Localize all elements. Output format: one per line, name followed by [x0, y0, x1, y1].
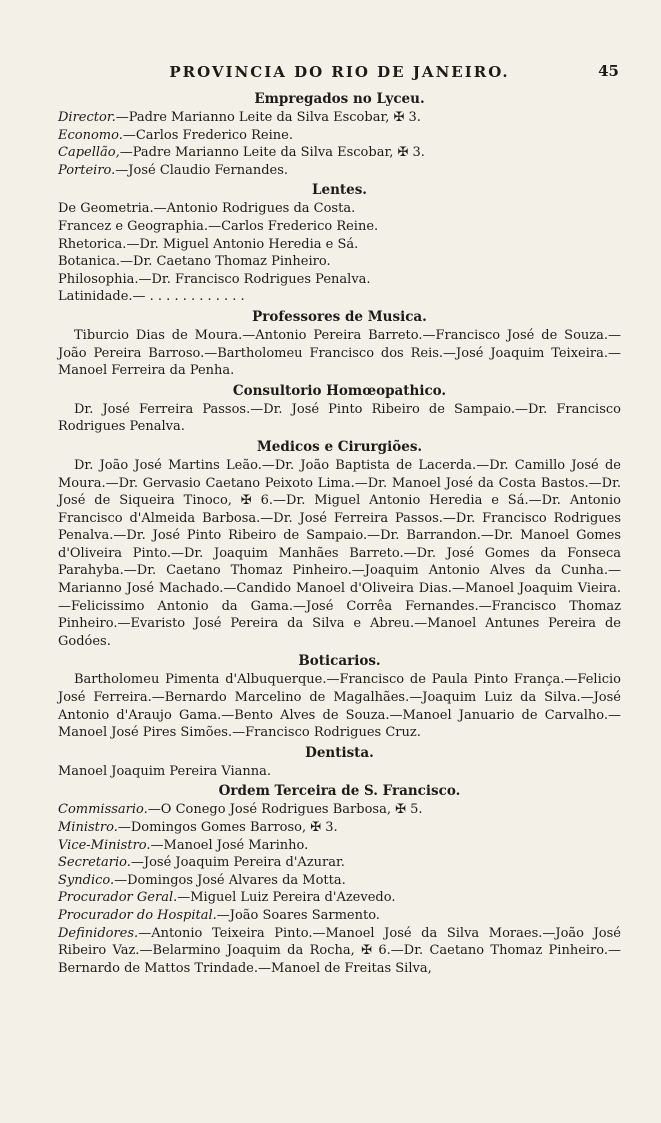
- role-label: Syndico.: [58, 872, 115, 888]
- role-label: Commissario.: [58, 802, 148, 818]
- musica-paragraph: Tiburcio Dias de Moura.—Antonio Pereira Barreto.—Francisco José de Souza.—João Pereira Barroso.—Bartholomeu Francisco dos Reis.—José Joaquim Teixeira.—Manoel Ferreira da Penha.: [58, 327, 621, 379]
- entry-text: —João Soares Sarmento.: [216, 907, 380, 923]
- ordem-line: [58, 872, 621, 890]
- dentista-line: Manoel Joaquim Pereira Vianna.: [58, 763, 272, 779]
- section-title-boticarios: Boticarios.: [298, 653, 381, 670]
- role-label: Definidores.: [58, 925, 139, 941]
- page-header: [58, 62, 621, 88]
- role-label: Capellão,: [58, 145, 120, 161]
- entry-text: —Domingos José Alvares da Motta.: [114, 872, 346, 888]
- page-title: PROVINCIA DO RIO DE JANEIRO.: [169, 63, 510, 81]
- lyceu-line: [58, 144, 621, 162]
- section-title-medicos: Medicos e Cirurgiões.: [256, 438, 423, 455]
- section-title-lyceu: Empregados no Lyceu.: [254, 91, 425, 107]
- section-title-ordem: Ordem Terceira de S. Francisco.: [218, 783, 461, 800]
- consultorio-paragraph: Dr. José Ferreira Passos.—Dr. José Pinto Ribeiro de Sampaio.—Dr. Francisco Rodrigues Penalva.: [58, 401, 621, 435]
- entry-text: —José Joaquim Pereira d'Azurar.: [130, 855, 345, 871]
- section-title-consultorio: Consultorio Homœopathico.: [232, 382, 447, 399]
- ordem-line: [58, 854, 621, 872]
- boticarios-paragraph: Bartholomeu Pimenta d'Albuquerque.—Francisco de Paula Pinto França.—Felicio José Ferreira.—Bernardo Marcelino de Magalhães.—Joaquim Luiz da Silva.—José Antonio d'Araujo Gama.—Bento Alves de Souza.—Manoel Januario de Carvalho.—Manoel José Pires Simões.—Francisco Rodrigues Cruz.: [58, 672, 621, 741]
- entry-text: —Carlos Frederico Reine.: [122, 127, 293, 143]
- role-label: Director.: [58, 110, 116, 125]
- role-label: Procurador do Hospital.: [58, 907, 217, 923]
- lentes-line: Rhetorica.—Dr. Miguel Antonio Heredia e Sá.: [58, 236, 359, 252]
- lentes-line: Latinidade.— . . . . . . . . . . . .: [58, 289, 245, 305]
- lyceu-line: [58, 109, 621, 127]
- lyceu-line: [58, 162, 621, 180]
- ordem-line: [58, 837, 621, 855]
- lentes-line: De Geometria.—Antonio Rodrigues da Costa.: [58, 201, 356, 217]
- ordem-line: [58, 889, 621, 907]
- entry-text: —O Conego José Rodrigues Barbosa, ✠ 5.: [147, 802, 423, 818]
- lentes-line: Philosophia.—Dr. Francisco Rodrigues Penalva.: [58, 271, 371, 287]
- ordem-line: [58, 819, 621, 837]
- medicos-paragraph: Dr. João José Martins Leão.—Dr. João Baptista de Lacerda.—Dr. Camillo José de Moura.—Dr. Gervasio Caetano Peixoto Lima.—Dr. Manoel José da Costa Bastos.—Dr. José de Siqueira Tinoco, ✠ 6.—Dr. Miguel Antonio Heredia e Sá.—Dr. Antonio Francisco d'Almeida Barbosa.—Dr. José Ferreira Passos.—Dr. Francisco Rodrigues Penalva.—Dr. José Pinto Ribeiro de Sampaio.—Dr. Barrandon.—Dr. Manoel Gomes d'Oliveira Pinto.—Dr. Joaquim Manhães Barreto.—Dr. José Gomes da Fonseca Parahyba.—Dr. Caetano Thomaz Pinheiro.—Joaquim Antonio Alves da Cunha.—Marianno José Machado.—Candido Manoel d'Oliveira Dias.—Manoel Joaquim Vieira.—Felicissimo Antonio da Gama.—José Corrêa Fernandes.—Francisco Thomaz Pinheiro.—Evaristo José Pereira da Silva e Abreu.—Manoel Antunes Pereira de Godóes.: [58, 457, 621, 649]
- role-label: Porteiro.: [58, 162, 116, 178]
- entry-text: —Miguel Luiz Pereira d'Azevedo.: [177, 890, 396, 906]
- section-title-lentes: Lentes.: [311, 182, 368, 199]
- ordem-line: [58, 907, 621, 925]
- role-label: Procurador Geral.: [58, 890, 178, 906]
- role-label: Ministro.: [58, 820, 118, 835]
- ordem-line: [58, 801, 621, 819]
- lyceu-line: [58, 127, 621, 145]
- lentes-line: Francez e Geographia.—Carlos Frederico Reine.: [58, 218, 379, 234]
- section-title-musica: Professores de Musica.: [252, 308, 427, 325]
- role-label: Secretario.: [58, 855, 131, 871]
- section-title-dentista: Dentista.: [305, 744, 374, 761]
- entry-text: —Antonio Teixeira Pinto.—Manoel José da Silva Moraes.—João José Ribeiro Vaz.—Belarmino Joaquim da Rocha, ✠ 6.—Dr. Caetano Thomaz Pinheiro.—Bernardo de Mattos Trindade.—Manoel de Freitas Silva,: [58, 925, 621, 976]
- definidores-paragraph: [58, 925, 621, 978]
- entry-text: —Padre Marianno Leite da Silva Escobar, ✠ 3.: [119, 145, 425, 161]
- entry-text: —Domingos Gomes Barroso, ✠ 3.: [117, 820, 338, 835]
- lentes-line: Botanica.—Dr. Caetano Thomaz Pinheiro.: [58, 254, 331, 270]
- role-label: Economo.: [58, 127, 123, 143]
- entry-text: —Manoel José Marinho.: [150, 837, 309, 853]
- page-number: 45: [598, 62, 619, 80]
- entry-text: —Padre Marianno Leite da Silva Escobar, ✠ 3.: [115, 110, 421, 125]
- entry-text: —José Claudio Fernandes.: [115, 162, 289, 178]
- role-label: Vice-Ministro.: [58, 837, 151, 853]
